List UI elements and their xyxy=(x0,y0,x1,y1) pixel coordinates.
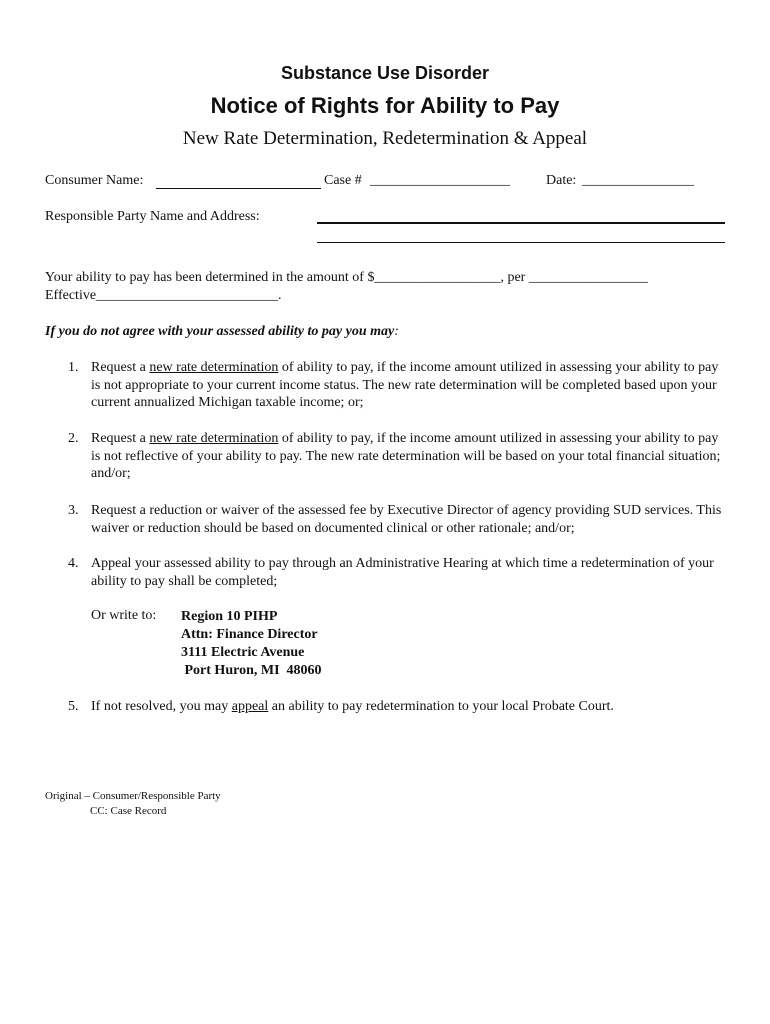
responsible-party-address-field[interactable] xyxy=(317,242,725,243)
mailing-address: Region 10 PIHP Attn: Finance Director 3111 Electric Avenue Port Huron, MI 48060 xyxy=(181,609,322,678)
responsible-party-name-field[interactable] xyxy=(317,222,725,224)
appeal-link: appeal xyxy=(231,699,269,714)
consumer-name-field[interactable] xyxy=(156,188,321,189)
instructions-intro: If you do not agree with your assessed ability to pay you may: xyxy=(45,324,399,339)
write-to-label: Or write to: xyxy=(91,608,157,623)
form-category: Substance Use Disorder xyxy=(280,63,490,83)
distribution-cc: CC: Case Record xyxy=(90,805,167,817)
list-item: 1. Request a new rate determination of ability to pay, if the income amount utilized in assessing your ability to pay is not appropriate to your current income status. The new rate determination will be completed based upon your current annualized Michigan taxable income; or; xyxy=(68,360,719,410)
new-rate-determination-link: new rate determination xyxy=(149,360,279,375)
date-field[interactable]: ________________ xyxy=(582,173,694,188)
ability-amount-line xyxy=(45,270,648,286)
amount-field[interactable]: __________________ xyxy=(374,270,501,285)
list-item: 3. Request a reduction or waiver of the assessed fee by Executive Director of agency providing SUD services. This waiver or reduction should be based on documented clinical or other rationale; and/or; xyxy=(68,503,722,536)
per-label: , per xyxy=(500,270,526,285)
responsible-party-label: Responsible Party Name and Address: xyxy=(45,209,260,224)
case-label: Case # xyxy=(324,173,362,188)
new-rate-determination-link: new rate determination xyxy=(149,431,279,446)
list-item: 2. Request a new rate determination of ability to pay, if the income amount utilized in assessing your ability to pay is not reflective of your ability to pay. The new rate determination will be based on your total financial situation; and/or; xyxy=(68,431,721,481)
page-subtitle: New Rate Determination, Redetermination & Appeal xyxy=(182,128,588,149)
per-field[interactable]: _________________ xyxy=(528,270,648,285)
ability-prefix: Your ability to pay has been determined in the amount of $ xyxy=(45,270,375,285)
consumer-name-label: Consumer Name: xyxy=(45,173,144,188)
effective-line: Effective__________________________. xyxy=(45,288,282,303)
case-field[interactable]: ____________________ xyxy=(370,173,510,188)
distribution-original: Original – Consumer/Responsible Party xyxy=(45,790,221,802)
list-item: 4. Appeal your assessed ability to pay through an Administrative Hearing at which time a redetermination of your ability to pay shall be completed; xyxy=(68,556,714,589)
effective-label: Effective xyxy=(45,288,97,303)
date-label: Date: xyxy=(546,173,577,188)
list-item: 5. If not resolved, you may appeal an ability to pay redetermination to your local Probate Court. xyxy=(68,699,614,714)
effective-field[interactable]: __________________________ xyxy=(96,288,279,303)
page-title: Notice of Rights for Ability to Pay xyxy=(210,93,560,118)
